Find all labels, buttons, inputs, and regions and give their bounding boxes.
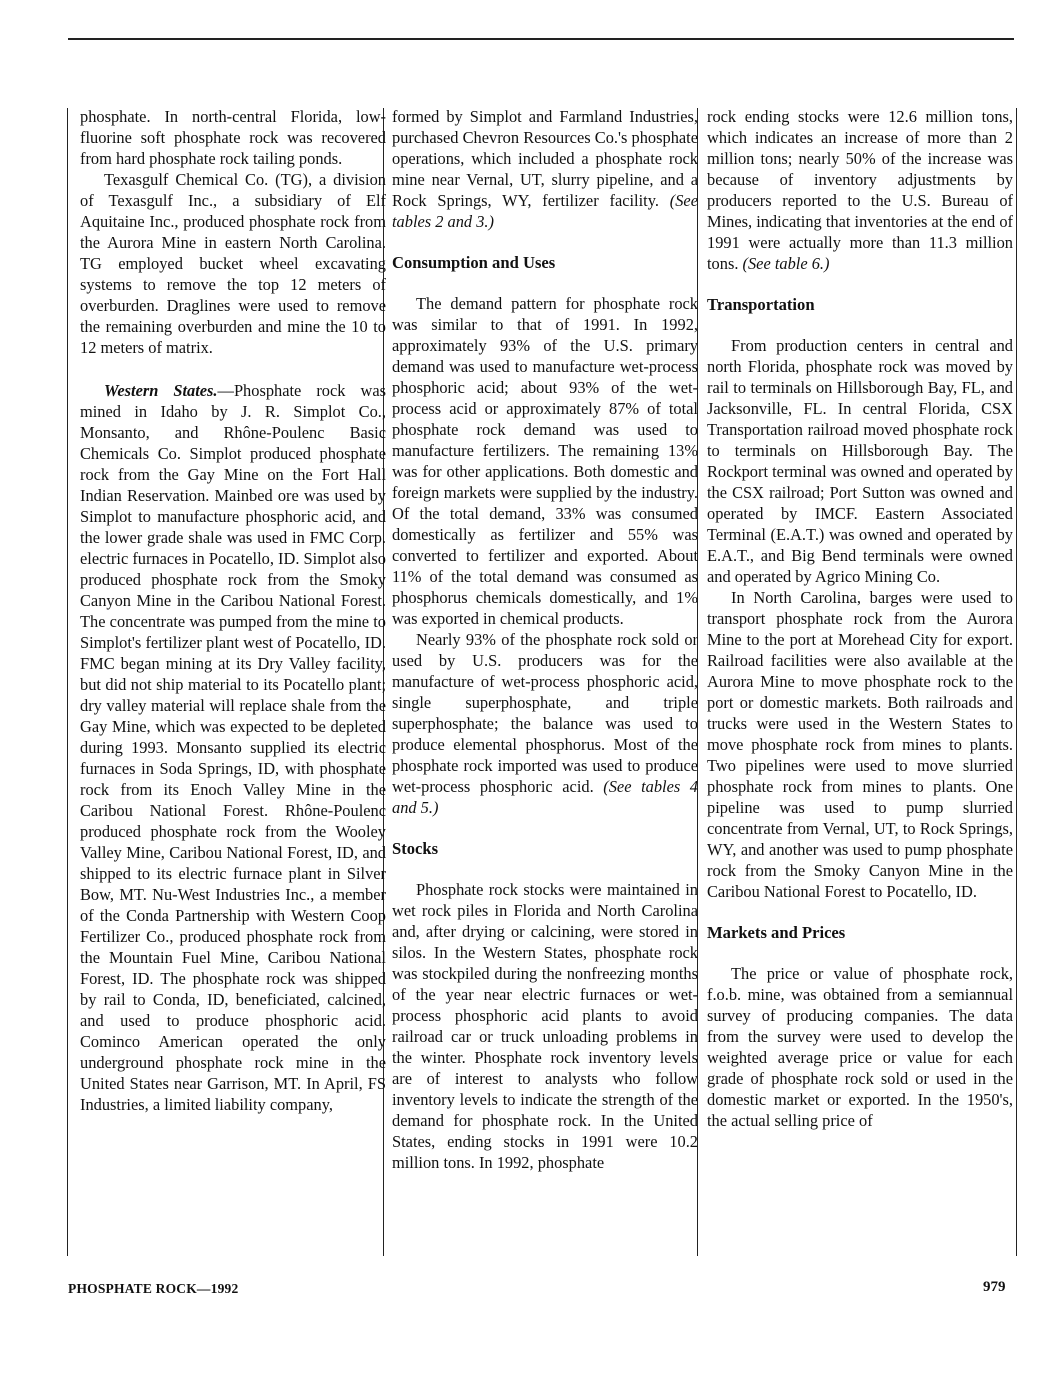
column-rule-right xyxy=(1016,108,1017,1256)
page-number: 979 xyxy=(983,1279,1006,1295)
paragraph-texasgulf: Texasgulf Chemical Co. (TG), a division of Texasgulf Inc., a subsidiary of Elf Aquitaine Inc., produced phosphate rock from the Aurora Mine in eastern North Carolina. TG employed bucket wheel excavating systems to remove the top 12 meters of overburden. Draglines were used to remove the remaining overburden and mine the 10 to 12 meters of matrix. xyxy=(80,170,386,357)
table-reference: (See tables 4 and 5.) xyxy=(392,777,698,817)
paragraph-north-carolina-transport: In North Carolina, barges were used to transport phosphate rock from the Aurora Mine to the port at Morehead City for export. Railroad facilities were also available at the Aurora Mine to move phosphate rock to the port or domestic markets. Both railroads and trucks were used in the Western States to move phosphate rock from mines to plants. Two pipelines were used to move slurried phosphate rock from mines to plants. One pipeline was used to pump slurried concentrate from Vernal, UT, to Rock Springs, WY, and another was used to pump phosphate rock from the Smoky Canyon Mine in the Caribou National Forest to Pocatello, ID. xyxy=(707,588,1013,901)
paragraph-demand: The demand pattern for phosphate rock was similar to that of 1991. In 1992, approximately 93% of the U.S. primary demand was used to manufacture wet-process phosphoric acid; about 93% of the wet-process acid or approximately 87% of total phosphate rock demand was used to manufacture fertilizers. The remaining 13% was for other applications. Both domestic and foreign markets were supplied by the industry. Of the total demand, 33% was consumed domestically as fertilizer and 55% was converted to fertilizer and exported. About 11% of the total demand was consumed as phosphorus chemicals domestically, and 1% was exported in chemical products. xyxy=(392,294,698,628)
heading-consumption-and-uses: Consumption and Uses xyxy=(392,253,556,272)
paragraph-florida-transport: From production centers in central and north Florida, phosphate rock was moved by rail to terminals on Hillsborough Bay, FL, and Jacksonville, FL. In central Florida, CSX Transportation railroad moved phosphate rock to terminals on Hillsborough Bay. The Rockport terminal was owned and operated by the CSX railroad; Port Sutton was owned and operated by IMCF. Eastern Associated Terminal (E.A.T.) was owned and operated by E.A.T., and Big Bend terminals were owned and operated by Agrico Mining Co. xyxy=(707,336,1013,586)
heading-stocks: Stocks xyxy=(392,839,439,858)
paragraph: rock ending stocks were 12.6 million tons, which indicates an increase of more than 2 million tons; nearly 50% of the increase was because of inventory adjustments by producers reported to the U.S. Bureau of Mines, indicating that inventories at the end of 1991 were actually more than 11.3 million tons. (See table 6.) xyxy=(707,107,1013,273)
text-column-3 xyxy=(707,106,1013,1256)
paragraph: formed by Simplot and Farmland Industries, purchased Chevron Resources Co.'s phosphate operations, which included a phosphate rock mine near Vernal, UT, slurry pipeline, and a Rock Springs, WY, fertilizer facility. (See tables 2 and 3.) xyxy=(392,107,698,231)
paragraph-uses: Nearly 93% of the phosphate rock sold or used by U.S. producers was for the manufacture of wet-process phosphoric acid, single superphosphate, and triple superphosphate; the balance was used to produce elemental phosphorus. Most of the phosphate rock imported was used to produce wet-process phosphoric acid. (See tables 4 and 5.) xyxy=(392,630,698,817)
heading-markets-and-prices: Markets and Prices xyxy=(707,923,846,942)
table-reference: (See tables 2 and 3.) xyxy=(392,191,698,231)
paragraph-prices: The price or value of phosphate rock, f.o.b. mine, was obtained from a semiannual survey of producing companies. The data from the survey were used to develop the weighted average price or value for each grade of phosphate rock sold or used in the domestic market or exported. In the 1950's, the actual selling price of xyxy=(707,964,1013,1130)
text-column-1 xyxy=(80,106,386,1256)
heading-transportation: Transportation xyxy=(707,295,815,314)
paragraph: phosphate. In north-central Florida, low-fluorine soft phosphate rock was recovered from hard phosphate rock tailing ponds. xyxy=(80,107,386,168)
text-column-2 xyxy=(392,106,698,1256)
column-rule-left xyxy=(67,108,68,1256)
top-rule xyxy=(68,38,1014,40)
paragraph-stocks: Phosphate rock stocks were maintained in wet rock piles in Florida and North Carolina and, after drying or calcining, were stored in silos. In the Western States, phosphate rock was stockpiled during the nonfreezing months of the year near electric furnaces or wet-process phosphoric acid plants to avoid railroad car or truck unloading problems in the winter. Phosphate rock inventory levels are of interest to analysts who follow inventory levels to indicate the strength of the demand for phosphate rock. In the United States, ending stocks in 1991 were 10.2 million tons. In 1992, phosphate xyxy=(392,880,698,1172)
western-states-subheading: Western States. xyxy=(104,381,218,400)
table-reference: (See table 6.) xyxy=(742,254,830,273)
running-footer-title: PHOSPHATE ROCK—1992 xyxy=(68,1281,239,1296)
paragraph-western-states: Western States.—Phosphate rock was mined in Idaho by J. R. Simplot Co., Monsanto, and Rhône-Poulenc Basic Chemicals Co. Simplot produced phosphate rock from the Gay Mine on the Fort Hall Indian Reservation. Mainbed ore was used by Simplot to manufacture phosphoric acid, and the lower grade shale was used in FMC Corp. electric furnaces in Pocatello, ID. Simplot also produced phosphate rock from the Smoky Canyon Mine in the Caribou National Forest. The concentrate was pumped from the mine to Simplot's fertilizer plant west of Pocatello, ID. FMC began mining at its Dry Valley facility, but did not ship material to its Pocatello plant; dry valley material will replace shale from the Gay Mine, which was expected to be depleted during 1993. Monsanto supplied its electric furnaces in Soda Springs, ID, with phosphate rock from its Enoch Valley Mine in the Caribou National Forest. Rhône-Poulenc produced phosphate rock from the Wooley Valley Mine, Caribou National Forest, ID, and shipped to its electric furnace plant in Silver Bow, MT. Nu-West Industries Inc., a member of the Conda Partnership with Western Coop Fertilizer Co., produced phosphate rock from the Mountain Fuel Mine, Caribou National Forest, ID. The phosphate rock was shipped by rail to Conda, ID, beneficiated, calcined, and used to produce phosphoric acid. Cominco American operated the only underground phosphate rock mine in the United States near Garrison, MT. In April, FS Industries, a limited liability company, xyxy=(80,381,386,1114)
